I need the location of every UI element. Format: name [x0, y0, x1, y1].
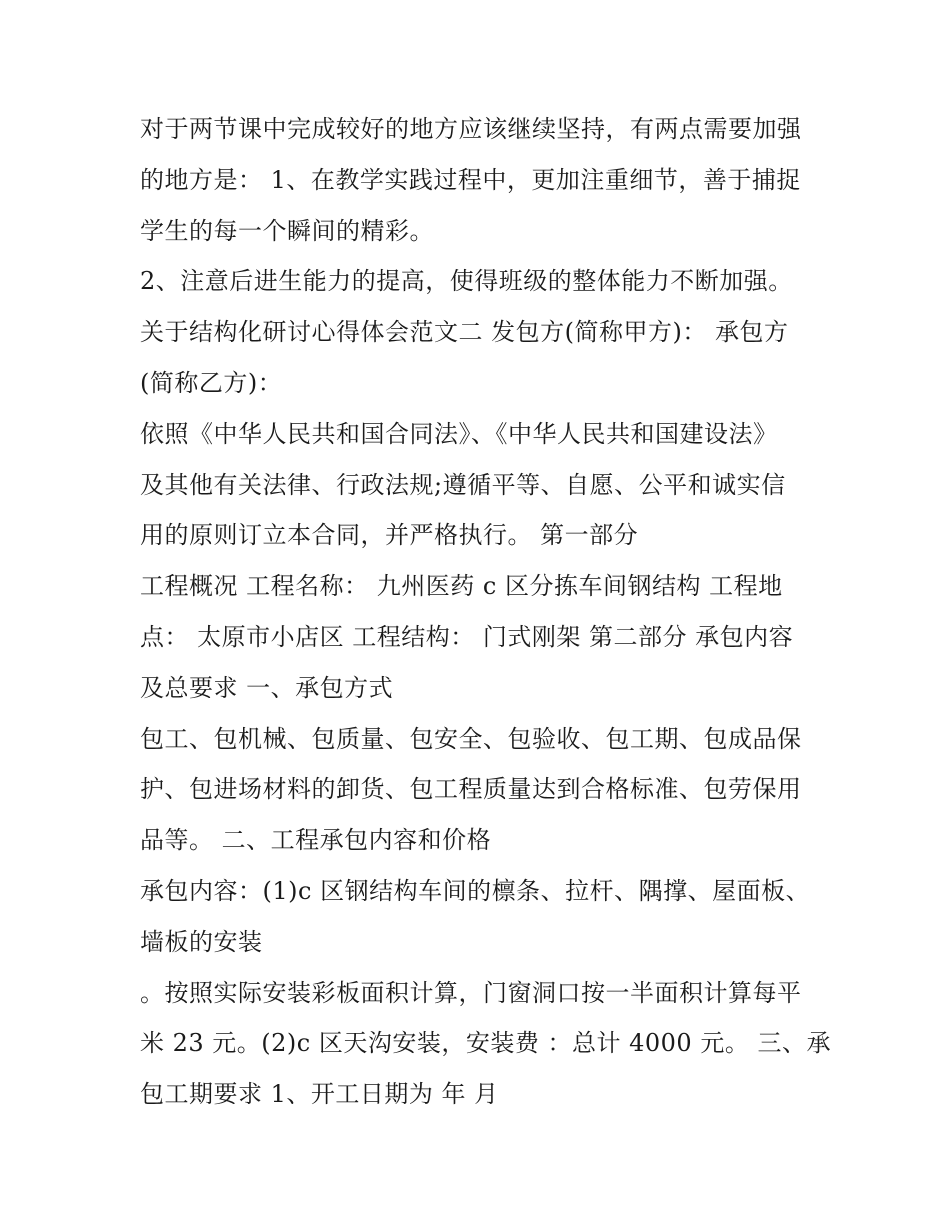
text-line: 包工、包机械、包质量、包安全、包验收、包工期、包成品保 — [140, 724, 802, 753]
document-body — [140, 104, 831, 1120]
text-line: 米 23 元。(2)c 区天沟安装，安装费 ：总计 4000 元。 三、承 — [140, 1029, 831, 1058]
text-line: 。按照实际安装彩板面积计算，门窗洞口按一半面积计算每平 — [140, 978, 802, 1007]
text-line: 学生的每一个瞬间的精彩。 — [140, 216, 434, 245]
text-line: 依照《中华人民共和国合同法》、《中华人民共和国建设法》 — [140, 419, 778, 448]
text-line: 及其他有关法律、行政法规;遵循平等、自愿、公平和诚实信 — [140, 470, 786, 499]
text-line: 品等。 二、工程承包内容和价格 — [140, 826, 492, 855]
text-line: 墙板的安装 — [140, 927, 263, 956]
text-line: 及总要求 一、承包方式 — [140, 673, 394, 702]
text-line: 对于两节课中完成较好的地方应该继续坚持，有两点需要加强 — [140, 115, 802, 143]
text-line: 护、包进场材料的卸货、包工程质量达到合格标准、包劳保用 — [140, 775, 802, 804]
text-line: (简称乙方)： — [140, 368, 283, 397]
text-line: 用的原则订立本合同，并严格执行。 第一部分 — [140, 521, 639, 550]
text-line: 的地方是： 1、在教学实践过程中，更加注重细节，善于捕捉 — [140, 165, 801, 194]
text-line: 承包内容：(1)c 区钢结构车间的檩条、拉杆、隅撑、屋面板、 — [140, 876, 811, 905]
text-line: 点： 太原市小店区 工程结构： 门式刚架 第二部分 承包内容 — [140, 622, 794, 651]
text-line: 2、注意后进生能力的提高，使得班级的整体能力不断加强。 — [140, 267, 793, 296]
text-line: 工程概况 工程名称： 九州医药 c 区分拣车间钢结构 工程地 — [140, 572, 783, 601]
text-line: 包工期要求 1、开工日期为 年 月 — [140, 1080, 499, 1109]
text-line: 关于结构化研讨心得体会范文二 发包方(简称甲方)： 承包方 — [140, 318, 789, 347]
